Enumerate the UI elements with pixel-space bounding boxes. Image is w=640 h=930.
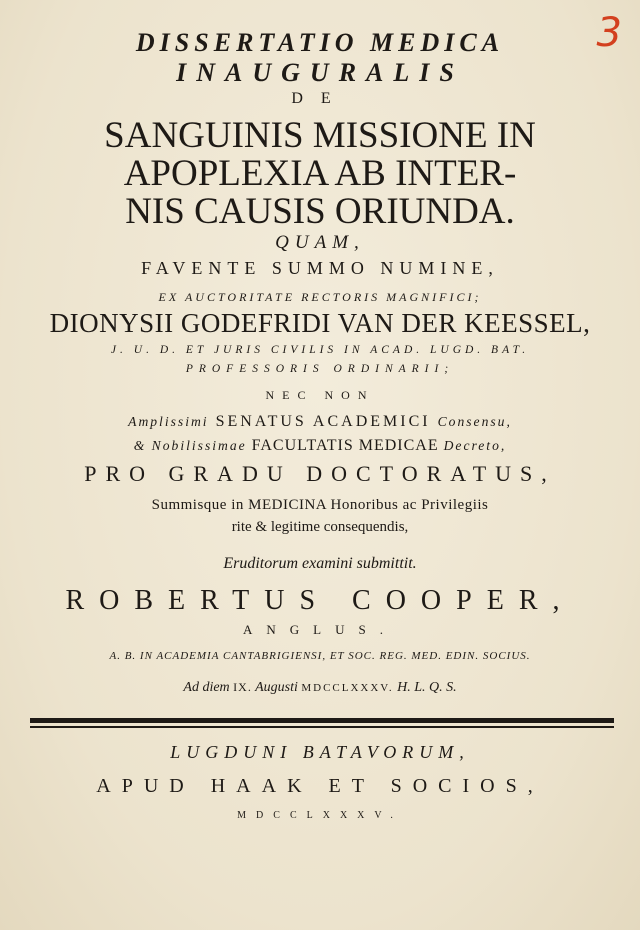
imprint-year: MDCCLXXXV. xyxy=(237,810,403,821)
facultatis-suffix: Decreto, xyxy=(443,438,507,453)
senatus-line xyxy=(0,413,640,431)
heading-inauguralis: INAUGURALIS xyxy=(176,58,464,87)
date-month: Augusti xyxy=(255,680,298,695)
facultatis-line xyxy=(0,437,640,455)
text-pro-gradu: PRO GRADU DOCTORATUS, xyxy=(84,461,556,486)
senatus-suffix: Consensu, xyxy=(437,414,512,429)
heading-dissertatio: DISSERTATIO MEDICA xyxy=(135,28,505,57)
text-nec-non: NEC NON xyxy=(265,388,375,402)
text-auctoritate: EX AUCTORITATE RECTORIS MAGNIFICI; xyxy=(158,290,482,304)
author-credentials: A. B. IN ACADEMIA CANTABRIGIENSI, ET SOC. REG. MED. EDIN. SOCIUS. xyxy=(109,650,531,662)
text-eruditorum: Eruditorum examini submittit. xyxy=(223,555,417,572)
author-nationality: ANGLUS. xyxy=(243,622,397,637)
rector-name: DIONYSII GODEFRIDI VAN DER KEESSEL, xyxy=(49,308,591,338)
main-title-line-1: SANGUINIS MISSIONE IN xyxy=(104,115,536,156)
rector-professor: PROFESSORIS ORDINARII; xyxy=(185,363,455,375)
date-year: MDCCLXXXV. xyxy=(301,682,394,694)
text-summisque: Summisque in MEDICINA Honoribus ac Privilegiis xyxy=(151,497,489,513)
author-name: ROBERTUS COOPER, xyxy=(65,585,575,616)
main-title-line-2: APOPLEXIA AB INTER- xyxy=(123,153,517,194)
senatus-name: SENATUS ACADEMICI xyxy=(215,413,431,430)
text-rite: rite & legitime consequendis, xyxy=(231,519,409,535)
date-prefix: Ad diem xyxy=(183,680,230,695)
page-number-mark: 3 xyxy=(596,10,622,56)
rector-title: J. U. D. ET JURIS CIVILIS IN ACAD. LUGD. BAT. xyxy=(110,344,530,356)
main-title-line-3: NIS CAUSIS ORIUNDA. xyxy=(125,191,515,232)
text-quam: QUAM, xyxy=(275,232,365,253)
date-line xyxy=(0,680,640,696)
heading-de: DE xyxy=(291,90,349,107)
date-suffix: H. L. Q. S. xyxy=(397,680,457,695)
facultatis-prefix: & Nobilissimae xyxy=(133,438,247,453)
facultatis-name: FACULTATIS MEDICAE xyxy=(251,437,439,454)
rule-thin xyxy=(30,726,614,728)
rule-thick xyxy=(30,718,614,723)
senatus-prefix: Amplissimi xyxy=(128,414,209,429)
imprint-publisher: APUD HAAK ET SOCIOS, xyxy=(96,775,544,797)
double-rule-divider xyxy=(30,718,614,730)
date-day: IX. xyxy=(233,680,252,694)
imprint-place: LUGDUNI BATAVORUM, xyxy=(170,742,470,762)
text-favente: FAVENTE SUMMO NUMINE, xyxy=(141,258,499,278)
